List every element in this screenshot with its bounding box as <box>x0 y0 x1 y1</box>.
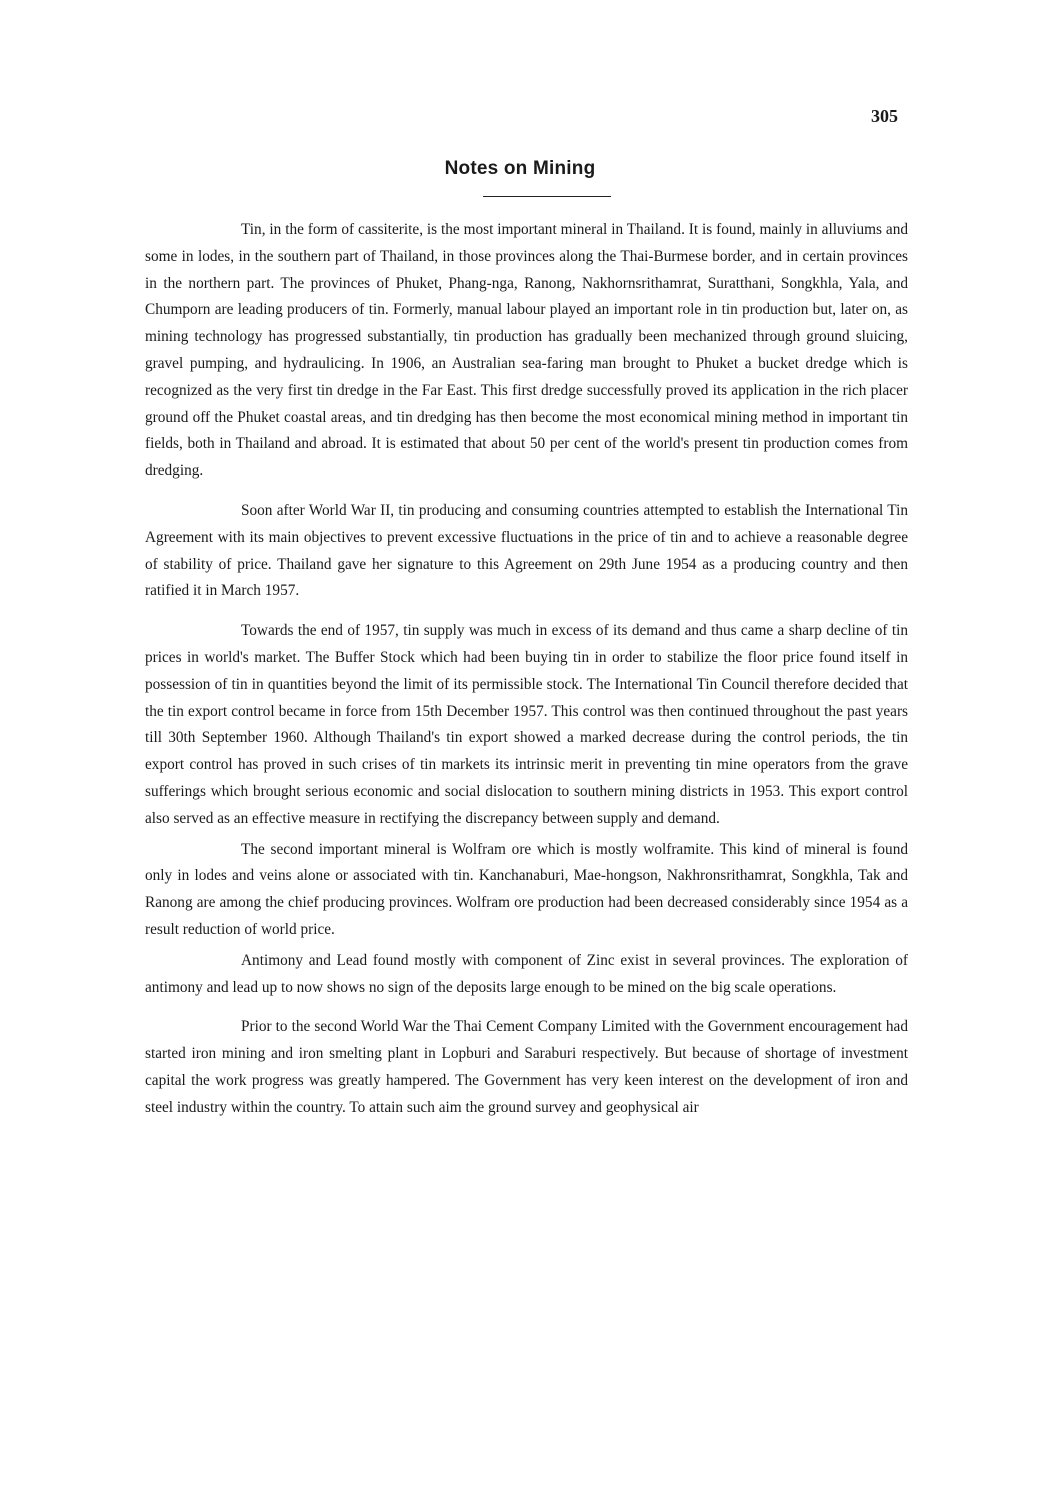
paragraph-wolfram: The second important mineral is Wolfram ore which is mostly wolframite. This kind of mineral is found only in lodes and veins alone or associated with tin. Kanchanaburi, Mae-hongson, Nakhronsrithamrat, Songkhla, Tak and Ranong are among the chief producing provinces. Wolfram ore production had been decreased considerably since 1954 as a result reduction of world price. <box>145 840 908 938</box>
page-title: Notes on Mining <box>444 158 596 179</box>
title-underline <box>483 196 611 197</box>
paragraph-tin: Tin, in the form of cassiterite, is the most important mineral in Thailand. It is found, mainly in alluviums and some in lodes, in the southern part of Thailand, in those provinces along the Thai-Burmese border, and in certain provinces in the northern part. The provinces of Phuket, Phang-nga, Ranong, Nakhornsrithamrat, Suratthani, Songkhla, Yala, and Chumporn are leading producers of tin. Formerly, manual labour played an important role in tin production but, later on, as mining technology has progressed substantially, tin production has gradually been mechanized through ground sluicing, gravel pumping, and hydraulicing. In 1906, an Australian sea-faring man brought to Phuket a bucket dredge which is recognized as the very first tin dredge in the Far East. This first dredge successfully proved its application in the rich placer ground off the Phuket coastal areas, and tin dredging has then become the most economical mining method in important tin fields, both in Thailand and abroad. It is estimated that about 50 per cent of the world's present tin production comes from dredging. <box>145 221 908 480</box>
body-text <box>145 217 908 1135</box>
paragraph-tin-agreement: Soon after World War II, tin producing and consuming countries attempted to establish the International Tin Agreement with its main objectives to prevent excessive fluctuations in the price of tin and to achieve a reasonable degree of stability of price. Thailand gave her signature to this Agreement on 29th June 1954 as a producing country and then ratified it in March 1957. <box>145 501 908 600</box>
paragraph-export-control: Towards the end of 1957, tin supply was much in excess of its demand and thus came a sharp decline of tin prices in world's market. The Buffer Stock which had been buying tin in order to stabilize the floor price found itself in possession of tin in quantities beyond the limit of its permissible stock. The International Tin Council therefore decided that the tin export control became in force from 15th December 1957. This control was then continued throughout the past years till 30th September 1960. Although Thailand's tin export showed a marked decrease during the control periods, the tin export control has proved in such crises of tin markets its intrinsic merit in preventing tin mine operators from the grave sufferings which brought serious economic and social dislocation to southern mining districts in 1953. This export control also served as an effective measure in rectifying the discrepancy between supply and demand. <box>145 622 908 827</box>
paragraph-iron: Prior to the second World War the Thai Cement Company Limited with the Government encouragement had started iron mining and iron smelting plant in Lopburi and Saraburi respectively. But because of shortage of investment capital the work progress was greatly hampered. The Government has very keen interest on the development of iron and steel industry within the country. To attain such aim the ground survey and geophysical air <box>145 1018 908 1116</box>
page-number: 305 <box>871 106 898 126</box>
paragraph-antimony-lead: Antimony and Lead found mostly with component of Zinc exist in several provinces. The exploration of antimony and lead up to now shows no sign of the deposits large enough to be mined on the big scale operations. <box>145 951 908 996</box>
